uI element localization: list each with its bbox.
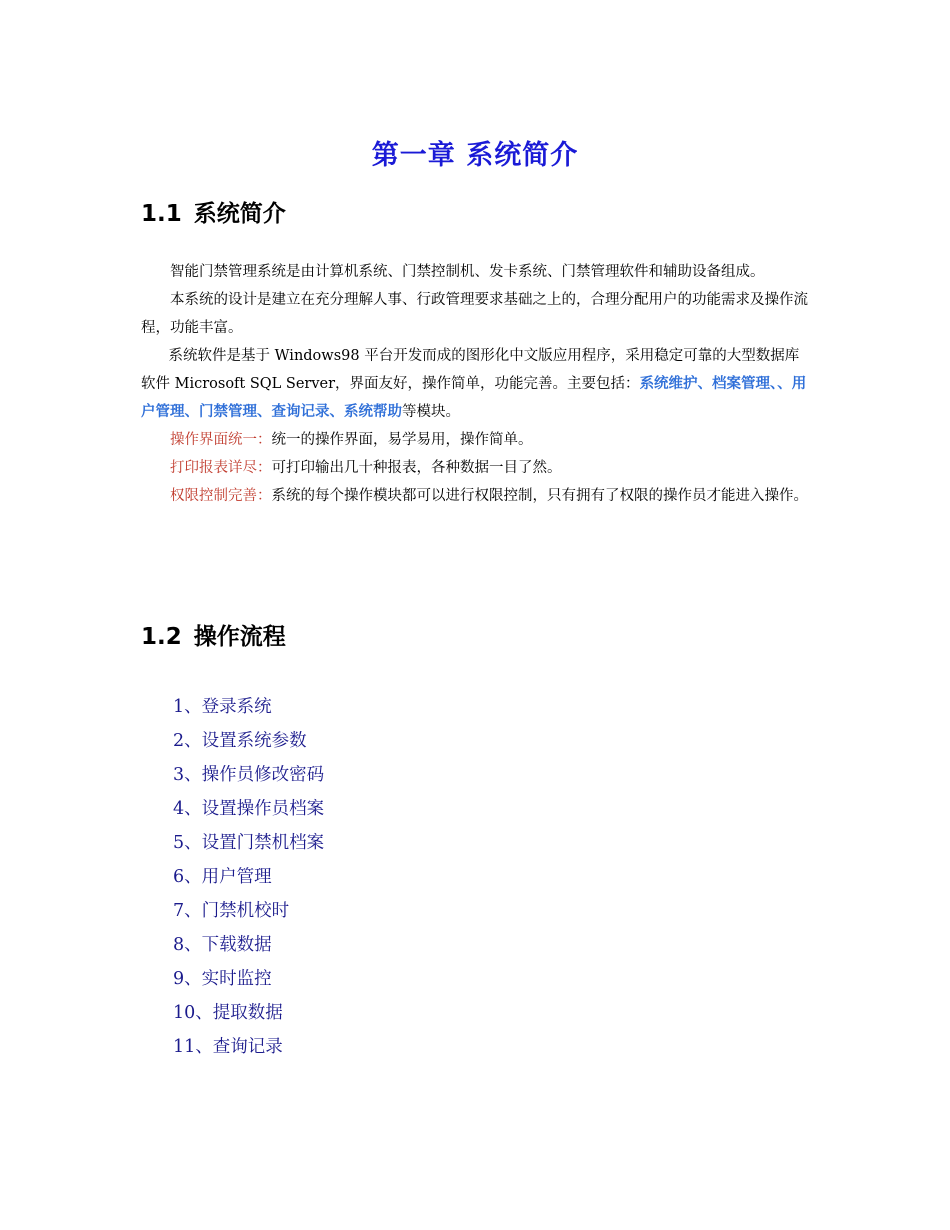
feature-label: 操作界面统一：: [170, 432, 272, 448]
list-item: 1、登录系统: [173, 697, 272, 717]
list-item: 4、设置操作员档案: [173, 799, 325, 819]
feature-text: 可打印输出几十种报表，各种数据一目了然。: [271, 460, 562, 476]
feature-item: [141, 426, 811, 454]
section-number: 1.2: [141, 624, 182, 650]
section-heading-1-2: [141, 622, 286, 652]
paragraph-intro: 智能门禁管理系统是由计算机系统、门禁控制机、发卡系统、门禁管理软件和辅助设备组成。: [170, 264, 765, 280]
chapter-title: 第一章 系统简介: [371, 140, 579, 171]
list-item: 7、门禁机校时: [173, 901, 290, 921]
section-1-1-body: [141, 258, 811, 510]
paragraph-software-text: 系统软件是基于 Windows98 平台开发而成的图形化中文版应用程序，采用稳定可靠的大型数据库软件 Microsoft SQL Server，界面友好，操作简单，功能完善。主要包括：: [141, 348, 800, 392]
feature-label: 打印报表详尽：: [170, 460, 272, 476]
paragraph-software: [141, 342, 811, 426]
list-item: 3、操作员修改密码: [173, 765, 325, 785]
list-item: 2、设置系统参数: [173, 731, 307, 751]
list-item: 8、下载数据: [173, 935, 272, 955]
list-item: 10、提取数据: [173, 1003, 283, 1023]
feature-text: 系统的每个操作模块都可以进行权限控制，只有拥有了权限的操作员才能进入操作。: [271, 488, 808, 504]
list-item: 11、查询记录: [173, 1037, 283, 1057]
feature-item: [141, 454, 811, 482]
feature-label: 权限控制完善：: [170, 488, 272, 504]
section-title: 操作流程: [193, 624, 286, 650]
operation-steps-list: [173, 690, 324, 1064]
paragraph-software-tail: 等模块。: [402, 404, 460, 420]
section-title: 系统简介: [193, 201, 286, 227]
list-item: 5、设置门禁机档案: [173, 833, 325, 853]
feature-item: [141, 482, 811, 510]
paragraph-design: 本系统的设计是建立在充分理解人事、行政管理要求基础之上的，合理分配用户的功能需求及操作流程，功能丰富。: [141, 292, 808, 336]
section-number: 1.1: [141, 201, 182, 227]
module-list: 系统维护、档案管理、、用户管理、门禁管理、查询记录、系统帮助: [141, 376, 807, 420]
feature-text: 统一的操作界面，易学易用，操作简单。: [271, 432, 533, 448]
section-heading-1-1: [141, 199, 286, 229]
list-item: 9、实时监控: [173, 969, 272, 989]
list-item: 6、用户管理: [173, 867, 272, 887]
